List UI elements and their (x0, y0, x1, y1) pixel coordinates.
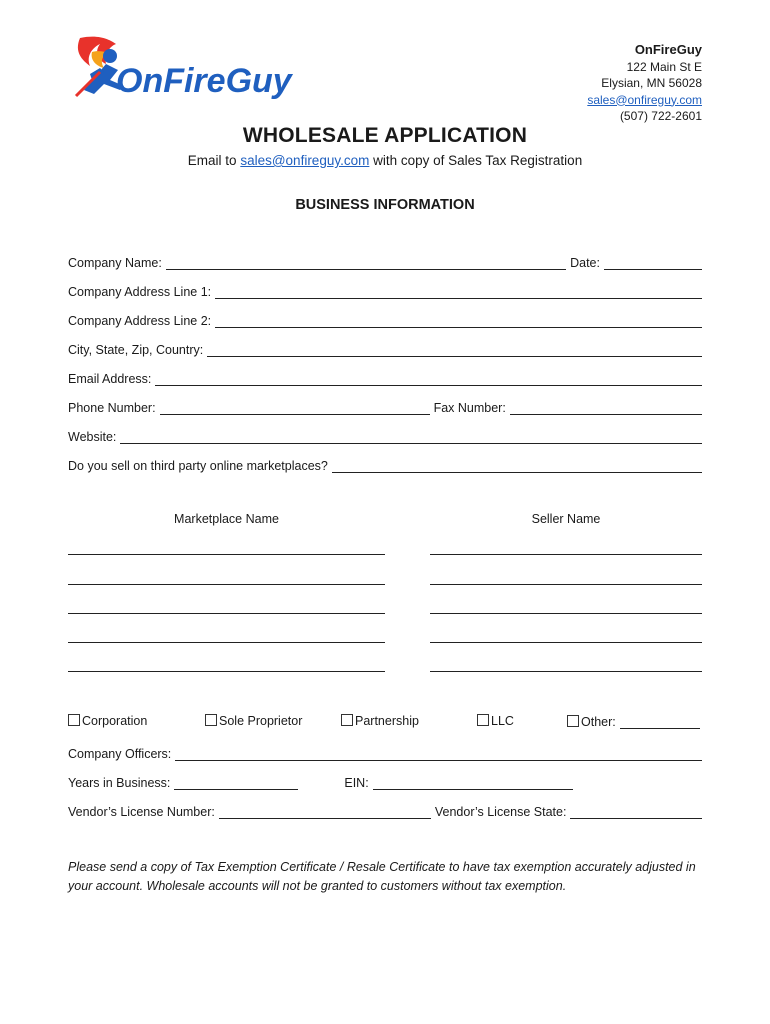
seller-name-field[interactable] (430, 671, 702, 672)
marketplace-name-field[interactable] (68, 613, 385, 614)
email-label: Email Address: (68, 372, 152, 386)
address1-field[interactable] (215, 284, 702, 299)
vendor-number-field[interactable] (219, 804, 431, 819)
marketplace-name-field[interactable] (68, 554, 385, 555)
address2-label: Company Address Line 2: (68, 314, 212, 328)
section-title: BUSINESS INFORMATION (295, 197, 475, 213)
marketplace-question-label: Do you sell on third party online marketplaces? (68, 459, 328, 473)
years-ein-row (68, 772, 702, 790)
seller-name-header: Seller Name (531, 512, 601, 526)
company-city: Elysian, MN 56028 (601, 76, 702, 90)
entity-type-row (68, 714, 702, 732)
subtitle-suffix: with copy of Sales Tax Registration (369, 153, 583, 168)
seller-name-field[interactable] (430, 642, 702, 643)
tax-exemption-note: Please send a copy of Tax Exemption Certificate / Resale Certificate to have tax exemption accurately adjusted in your account. Wholesale accounts will not be granted to customers without tax exemption. (68, 860, 696, 893)
vendor-license-row (68, 801, 702, 819)
llc-checkbox[interactable] (477, 714, 489, 726)
corporation-option[interactable] (68, 714, 147, 728)
llc-option[interactable] (477, 714, 514, 728)
address2-row (68, 310, 702, 328)
vendor-state-field[interactable] (570, 804, 702, 819)
seller-name-field[interactable] (430, 613, 702, 614)
subtitle (0, 153, 770, 168)
website-row (68, 426, 702, 444)
city-row (68, 339, 702, 357)
company-name-label: Company Name: (68, 256, 162, 270)
onfireguy-logo (70, 30, 300, 110)
fax-field[interactable] (510, 400, 702, 415)
marketplace-name-header: Marketplace Name (174, 512, 279, 526)
phone-fax-row (68, 397, 702, 415)
page-title: WHOLESALE APPLICATION (242, 124, 528, 147)
date-label: Date: (570, 256, 600, 270)
years-label: Years in Business: (68, 776, 171, 790)
vendor-state-label: Vendor’s License State: (434, 805, 567, 819)
ein-field[interactable] (373, 775, 573, 790)
officers-field[interactable] (175, 746, 702, 761)
other-field[interactable] (620, 714, 700, 729)
other-checkbox[interactable] (567, 715, 579, 727)
other-label: Other: (581, 715, 616, 729)
address1-row (68, 281, 702, 299)
subtitle-email-link[interactable]: sales@onfireguy.com (240, 153, 370, 168)
website-label: Website: (68, 430, 117, 444)
corporation-checkbox[interactable] (68, 714, 80, 726)
seller-name-field[interactable] (430, 554, 702, 555)
company-name: OnFireGuy (634, 42, 702, 57)
officers-row (68, 743, 702, 761)
marketplace-name-field[interactable] (68, 584, 385, 585)
email-field[interactable] (155, 371, 702, 386)
subtitle-prefix: Email to (187, 153, 241, 168)
flame-runner-icon (70, 30, 300, 110)
sole-proprietor-option[interactable] (205, 714, 302, 728)
company-phone: (507) 722-2601 (619, 109, 702, 123)
company-email-link[interactable]: sales@onfireguy.com (587, 92, 702, 107)
sole-proprietor-checkbox[interactable] (205, 714, 217, 726)
company-contact-block (587, 42, 702, 125)
marketplace-name-field[interactable] (68, 642, 385, 643)
other-option[interactable] (567, 714, 700, 729)
email-row (68, 368, 702, 386)
address1-label: Company Address Line 1: (68, 285, 212, 299)
marketplace-question-row (68, 455, 702, 473)
seller-name-field[interactable] (430, 584, 702, 585)
svg-text:OnFireGuy: OnFireGuy (116, 62, 292, 100)
sole-proprietor-label: Sole Proprietor (219, 714, 303, 728)
partnership-checkbox[interactable] (341, 714, 353, 726)
llc-label: LLC (491, 714, 514, 728)
address2-field[interactable] (215, 313, 702, 328)
company-name-row (68, 252, 702, 270)
company-name-field[interactable] (166, 255, 566, 270)
marketplace-question-field[interactable] (332, 458, 702, 473)
ein-label: EIN: (344, 776, 369, 790)
city-field[interactable] (207, 342, 702, 357)
years-field[interactable] (174, 775, 298, 790)
officers-label: Company Officers: (68, 747, 172, 761)
partnership-option[interactable] (341, 714, 419, 728)
vendor-number-label: Vendor’s License Number: (68, 805, 215, 819)
phone-field[interactable] (160, 400, 430, 415)
website-field[interactable] (120, 429, 702, 444)
city-label: City, State, Zip, Country: (68, 343, 204, 357)
partnership-label: Partnership (355, 714, 419, 728)
corporation-label: Corporation (82, 714, 148, 728)
fax-label: Fax Number: (433, 401, 506, 415)
date-field[interactable] (604, 255, 702, 270)
phone-label: Phone Number: (68, 401, 156, 415)
company-street: 122 Main St E (626, 59, 702, 74)
marketplace-name-field[interactable] (68, 671, 385, 672)
